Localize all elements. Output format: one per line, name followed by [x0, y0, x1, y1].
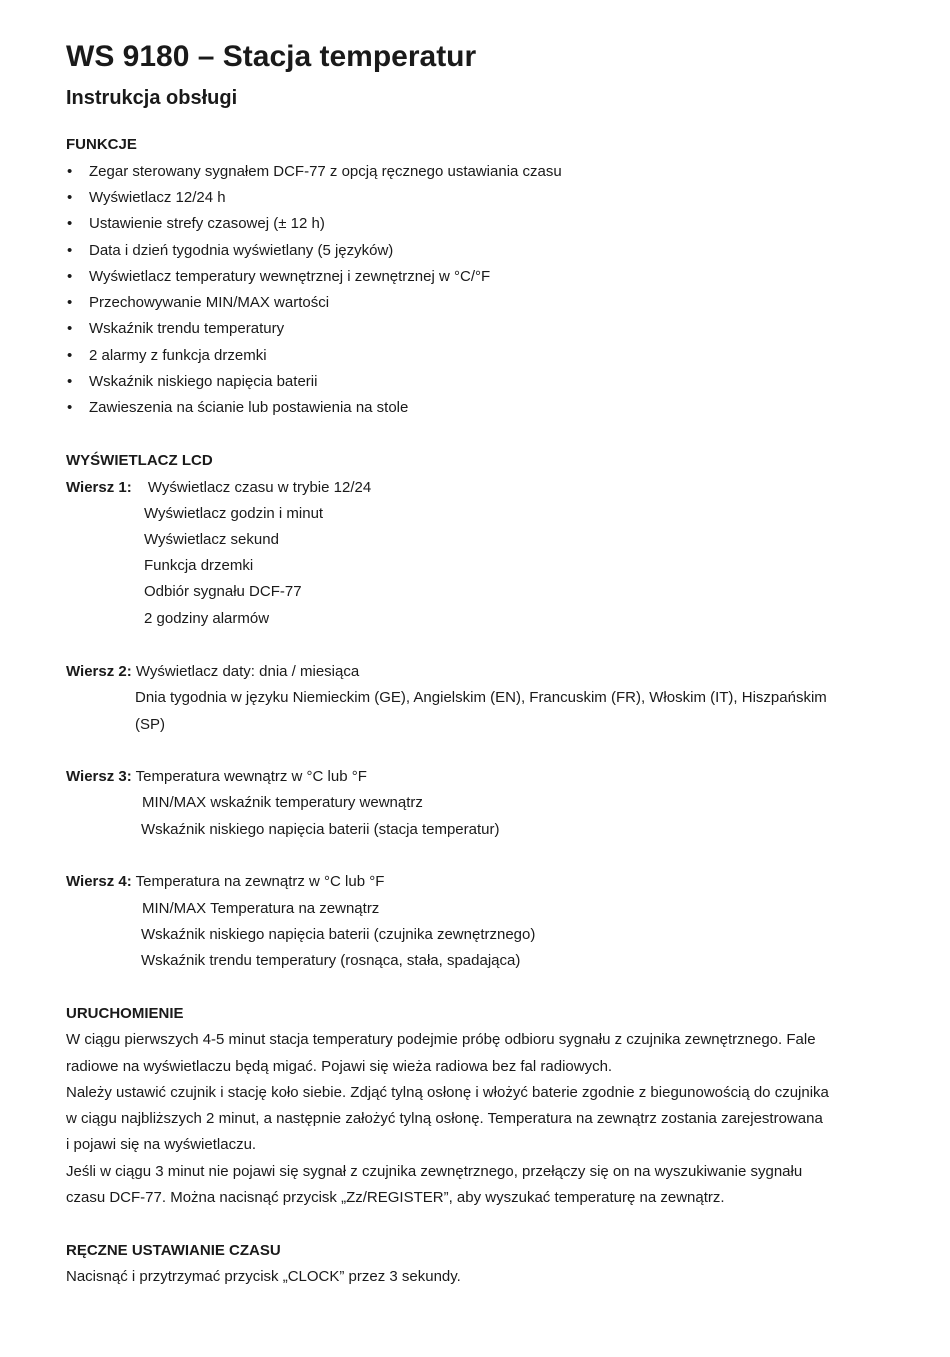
row-line: 2 godziny alarmów [144, 610, 270, 627]
row-first-line: Wyświetlacz daty: dnia / miesiąca [135, 663, 360, 680]
row-line: Dnia tygodnia w języku Niemieckim (GE), Angielskim (EN), Francuskim (FR), Włoskim (IT), Hiszpańskim [135, 689, 827, 706]
paragraph-line: w ciągu najbliższych 2 minut, a następnie założyć tylną osłonę. Temperatura na zewnątrz zostania zarejestrowana [66, 1110, 823, 1127]
document-title: WS 9180 – Stacja temperatur [66, 40, 477, 73]
row-line: Wskaźnik niskiego napięcia baterii (czujnika zewnętrznego) [141, 926, 536, 943]
document-subtitle: Instrukcja obsługi [66, 87, 238, 109]
row-line: Odbiór sygnału DCF-77 [144, 583, 302, 600]
lcd-row-4 [66, 873, 384, 890]
row-line: Wyświetlacz sekund [144, 531, 279, 548]
row-first-line: Temperatura wewnątrz w °C lub °F [135, 768, 367, 785]
bullet-icon: • [67, 320, 73, 337]
bullet-icon: • [67, 268, 73, 285]
row-line: Wyświetlacz godzin i minut [144, 505, 324, 522]
bullet-icon: • [67, 242, 73, 259]
row-line: MIN/MAX wskaźnik temperatury wewnątrz [142, 794, 423, 811]
bullet-icon: • [67, 294, 73, 311]
section-heading-funkcje: FUNKCJE [66, 136, 137, 153]
row-line: (SP) [135, 716, 165, 733]
bullet-icon: • [67, 163, 73, 180]
row-first-line: Temperatura na zewnątrz w °C lub °F [135, 873, 385, 890]
lcd-row-1 [66, 479, 371, 496]
section-heading-uruchomienie: URUCHOMIENIE [66, 1005, 184, 1022]
row-line: Wskaźnik niskiego napięcia baterii (stacja temperatur) [141, 821, 500, 838]
row-label: Wiersz 1: [66, 479, 132, 496]
bullet-icon: • [67, 189, 73, 206]
row-line: Funkcja drzemki [144, 557, 254, 574]
paragraph-line: Jeśli w ciągu 3 minut nie pojawi się sygnał z czujnika zewnętrznego, przełączy się on na wyszukiwanie sygnału [66, 1163, 803, 1180]
bullet-icon: • [67, 215, 73, 232]
paragraph-line: W ciągu pierwszych 4-5 minut stacja temperatury podejmie próbę odbioru sygnału z czujnika zewnętrznego. Fale [66, 1031, 816, 1048]
lcd-row-3 [66, 768, 367, 785]
section-heading-lcd: WYŚWIETLACZ LCD [66, 452, 213, 469]
lcd-row-2 [66, 663, 359, 680]
section-heading-reczne: RĘCZNE USTAWIANIE CZASU [66, 1242, 281, 1259]
row-label: Wiersz 2: [66, 663, 132, 680]
row-label: Wiersz 4: [66, 873, 132, 890]
paragraph-line: i pojawi się na wyświetlaczu. [66, 1136, 257, 1153]
paragraph-line: Należy ustawić czujnik i stację koło siebie. Zdjąć tylną osłonę i włożyć baterie zgodnie z biegunowością do czujnika [66, 1084, 829, 1101]
bullet-icon: • [67, 347, 73, 364]
row-line: MIN/MAX Temperatura na zewnątrz [142, 900, 380, 917]
paragraph-line: Nacisnąć i przytrzymać przycisk „CLOCK” przez 3 sekundy. [66, 1268, 461, 1285]
row-first-line: Wyświetlacz czasu w trybie 12/24 [147, 479, 372, 496]
bullet-icon: • [67, 373, 73, 390]
paragraph-line: czasu DCF-77. Można nacisnąć przycisk „Zz/REGISTER”, aby wyszukać temperaturę na zewnątrz. [66, 1189, 725, 1206]
paragraph-line: radiowe na wyświetlaczu będą migać. Pojawi się wieża radiowa bez fal radiowych. [66, 1058, 613, 1075]
bullet-icon: • [67, 399, 73, 416]
row-label: Wiersz 3: [66, 768, 132, 785]
row-line: Wskaźnik trendu temperatury (rosnąca, stała, spadająca) [141, 952, 521, 969]
